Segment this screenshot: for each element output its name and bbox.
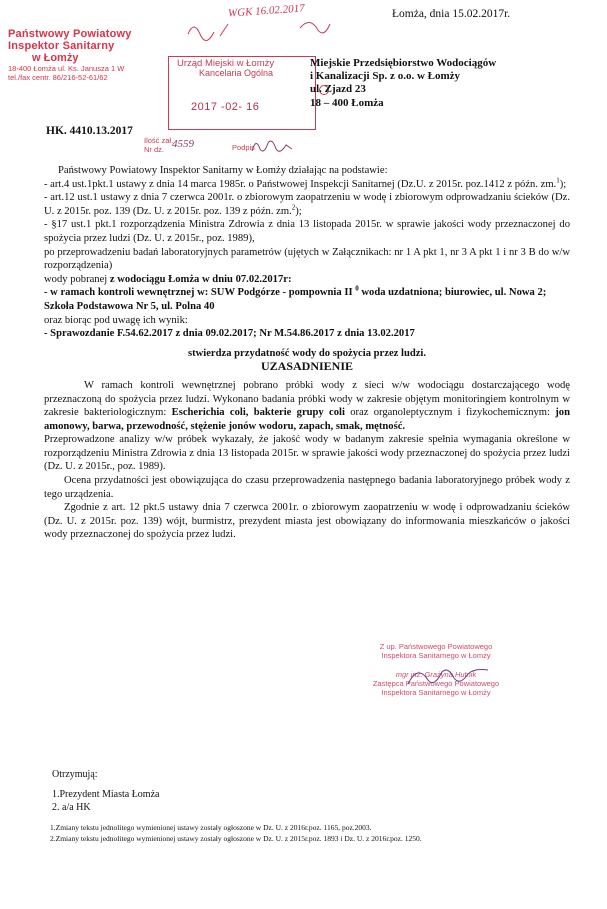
inspector-stamp-line5: tel./fax centr. 86/216-52-61/62	[8, 73, 108, 82]
signature-stamp-name: mgr inż. Grażyna Hutnik	[395, 670, 477, 679]
justification-paragraph-2: Przeprowadzone analizy w/w próbek wykazały, że jakość wody w badanym zakresie spełnia wymagania określone w rozporządzeniu Ministra Zdrowia z dnia 13 listopada 2015r. w sprawie jakości wody przeznaczonej do spożycia przez ludzi (Dz. U. z 2015r., poz. 1989).	[44, 434, 570, 473]
office-stamp-line1: Urząd Miejski w Łomży	[177, 58, 275, 69]
footnote-1: 1.Zmiany tekstu jednolitego wymienionej ustawy zostały ogłoszone w Dz. U. z 2016r.poz. 1165, poz.2003.	[50, 823, 372, 832]
nr-label: Nr dz.	[144, 145, 165, 154]
office-stamp-line2: Kancelaria Ogólna	[199, 68, 274, 78]
considering-line: oraz biorąc pod uwagę ich wynik:	[44, 314, 188, 326]
recipient-address	[310, 57, 496, 110]
office-stamp-date: 2017 -02- 16	[191, 101, 260, 113]
handwritten-number: 4559	[172, 138, 194, 150]
analysis-line: po przeprowadzeniu badań laboratoryjnych parametrów (ujętych w Załącznikach: nr 1 A pkt 1, nr 3 A pkt 1 i nr 3 B do w/w rozporządzenia)	[44, 246, 570, 272]
signature-label: Podpis	[232, 143, 255, 152]
handwritten-signature	[250, 135, 294, 157]
handwritten-scribble	[180, 14, 340, 44]
justification-paragraph-4: Zgodnie z art. 12 pkt.5 ustawy dnia 7 czerwca 2001r. o zbiorowym zaopatrzeniu w wodę i odprowadzaniu ścieków (Dz. U. z 2015r. poz. 139) wójt, burmistrz, prezydent miasta jest obowiązany do informowania mieszkańców o jakości wody przeznaczonej do spożycia przez ludzi.	[44, 502, 570, 541]
ilosc-label: Ilość zał.	[144, 136, 174, 145]
recipient-2: 2. a/a HK	[52, 802, 91, 813]
recipient-line3: ul. Zjazd 23	[310, 83, 366, 96]
inspector-stamp-line2: Inspektor Sanitarny	[8, 40, 115, 52]
intro-line: Państwowy Powiatowy Inspektor Sanitarny w Łomży działając na podstawie:	[58, 165, 388, 176]
inspector-stamp-line3: w Łomży	[32, 52, 79, 64]
inspector-stamp-line4: 18-400 Łomża ul. Ks. Janusza 1 W	[8, 64, 125, 73]
case-number: HK. 4410.13.2017	[46, 125, 133, 137]
justification-title: UZASADNIENIE	[260, 359, 354, 374]
inspector-stamp	[8, 28, 158, 82]
footnote-2: 2.Zmiany tekstu jednolitego wymienionej ustawy zostały ogłoszone w Dz. U. z 2015r.poz. 1893 i Dz. U. z 2016r.poz. 1250.	[50, 834, 422, 843]
reports-line: - Sprawozdanie F.54.62.2017 z dnia 09.02.2017; Nr M.54.86.2017 z dnia 13.02.2017	[44, 328, 415, 340]
recipient-line4: 18 – 400 Łomża	[310, 96, 384, 109]
recipient-line2: i Kanalizacji Sp. z o.o. w Łomży	[310, 70, 461, 83]
handwritten-reference: WGK 16.02.2017	[227, 2, 306, 20]
sample-line: wody pobranej z wodociągu Łomża w dniu 07.02.2017r:	[44, 273, 292, 285]
decision-line: stwierdza przydatność wody do spożycia przez ludzi.	[187, 347, 427, 359]
signature-stamp-line1: Z up. Państwowego Powiatowego	[379, 642, 493, 651]
document-body	[44, 164, 570, 542]
legal-basis-2: - art.12 ust.1 ustawy z dnia 7 czerwca 2001r. o zbiorowym zaopatrzeniu w wodę i zbiorowym odprowadzaniu ścieków (Dz. U. z 2015r. poz. 139 (Dz. U. z 2015r. poz. 139 z późn. zm.$^2$);	[44, 192, 570, 217]
recipient-line1: Miejskie Przedsiębiorstwo Wodociągów	[310, 57, 497, 69]
office-receipt-stamp	[168, 56, 316, 130]
official-signature	[404, 662, 494, 692]
footnotes	[50, 822, 422, 844]
inspector-stamp-line1: Państwowy Powiatowy	[8, 28, 132, 40]
control-line: - w ramach kontroli wewnętrznej w: SUW Podgórze - pompownia II $^0$ woda uzdatniona; biurowiec, ul. Nowa 2; Szkoła Podstawowa Nr 5, ul. Polna 40	[44, 284, 547, 312]
justification-paragraph-1: W ramach kontroli wewnętrznej pobrano próbki wody z sieci w/w wodociągu dostarczającego wodę przeznaczoną do spożycia przez ludzi. Wykonano badania próbki wody w zakresie objętym monitoringiem kontrolnym w zakresie bakteriologicznym: Escherichia coli, bakterie grupy coli oraz organoleptycznym i fizykochemicznym: jon amonowy, barwa, przewodność, stężenie jonów wodoru, zapach, smak, mętność.	[44, 379, 570, 432]
recipient-1: 1.Prezydent Miasta Łomża	[52, 788, 160, 800]
signature-stamp-line4: Zastępca Państwowego Powiatowego	[372, 679, 500, 688]
signature-stamp-line2: Inspektora Sanitarnego w Łomży	[381, 651, 491, 660]
legal-basis-3: - §17 ust.1 pkt.1 rozporządzenia Ministra Zdrowia z dnia 13 listopada 2015r. w sprawie jakości wody przeznaczonej do spożycia przez ludzi (Dz. U. z 2015r., poz. 1989),	[44, 219, 570, 244]
justification-paragraph-3: Ocena przydatności jest obowiązująca do czasu przeprowadzenia następnego badania laboratoryjnego próbek wody z tego urządzenia.	[44, 475, 570, 500]
attachments-label	[144, 136, 173, 154]
legal-basis-1: - art.4 ust.1pkt.1 ustawy z dnia 14 marca 1985r. o Państwowej Inspekcji Sanitarnej (Dz.U. z 2015r. poz.1412 z późn. zm.$^1$);	[44, 176, 567, 190]
recipients-list	[52, 768, 159, 815]
signature-stamp-line5: Inspektora Sanitarnego w Łomży	[381, 688, 491, 697]
document-date: Łomża, dnia 15.02.2017r.	[392, 8, 511, 20]
recipients-label: Otrzymują:	[52, 769, 98, 780]
